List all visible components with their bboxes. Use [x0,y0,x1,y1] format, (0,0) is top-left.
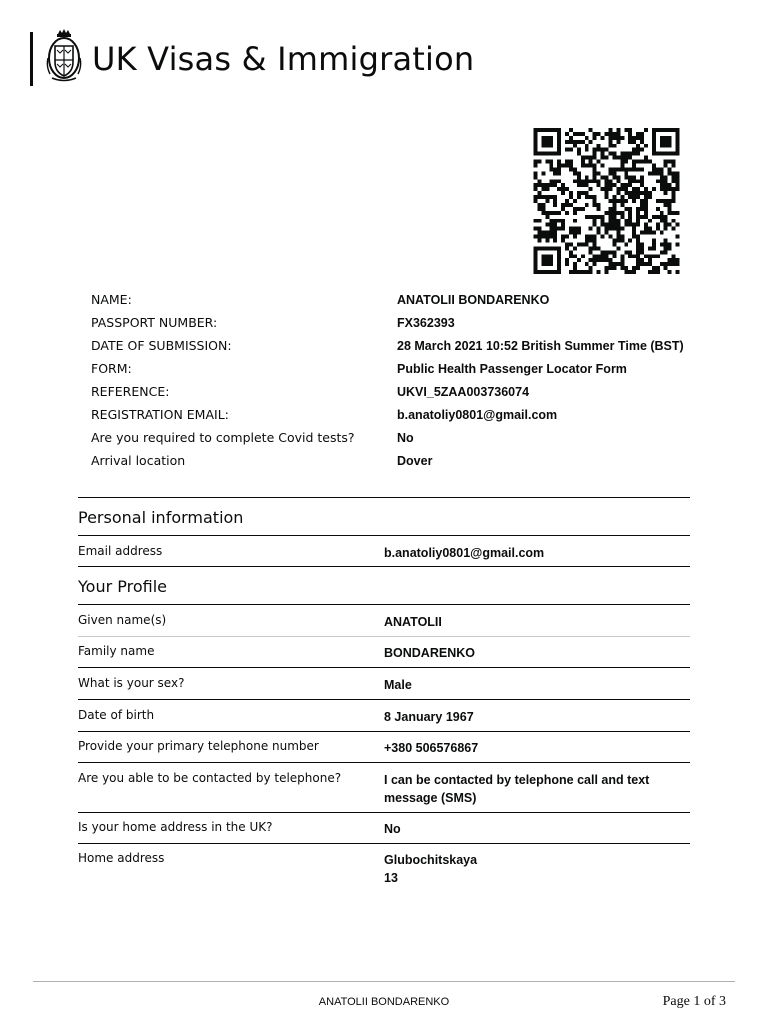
section-divider [78,566,690,567]
field-value: +380 506576867 [384,741,479,755]
field-value: I can be contacted by telephone call and text message (SMS) [384,773,650,805]
summary-value: 28 March 2021 10:52 British Summer Time (BST) [397,338,684,353]
field-value: 8 January 1967 [384,710,474,724]
field-value [384,851,684,887]
summary-label: PASSPORT NUMBER: [91,315,218,330]
summary-value: UKVI_5ZAA003736074 [397,384,530,399]
field-value: ANATOLII [384,615,442,629]
summary-label: REGISTRATION EMAIL: [91,407,229,422]
summary-value: Public Health Passenger Locator Form [397,361,627,376]
row-divider [78,667,690,668]
field-label: Is your home address in the UK? [78,820,273,834]
section-divider [78,535,690,536]
row-divider [78,699,690,700]
summary-row-covid-tests [91,426,711,449]
field-label: Given name(s) [78,613,167,627]
section-heading-profile: Your Profile [78,577,167,596]
summary-label: DATE OF SUBMISSION: [91,338,232,353]
qr-code-icon [529,128,684,274]
summary-value: ANATOLII BONDARENKO [397,292,550,307]
summary-row-form [91,357,711,380]
summary-row-reference [91,380,711,403]
field-value: BONDARENKO [384,646,475,660]
address-line-2: 13 [384,871,398,885]
row-divider [78,731,690,732]
field-label: What is your sex? [78,676,185,690]
summary-label: Are you required to complete Covid tests? [91,430,355,445]
row-divider [78,636,690,637]
footer-name: ANATOLII BONDARENKO [318,996,450,1008]
section-divider [78,497,690,498]
address-line-1: Glubochitskaya [384,853,478,867]
footer-divider [33,981,735,982]
royal-crest-icon [46,28,82,84]
field-label: Date of birth [78,708,155,722]
section-heading-personal: Personal information [78,508,244,527]
summary-label: FORM: [91,361,132,376]
section-divider [78,604,690,605]
field-label: Home address [78,851,165,865]
summary-row-passport [91,311,711,334]
field-label: Family name [78,644,155,658]
summary-value: FX362393 [397,315,455,330]
page-number: Page 1 of 3 [662,994,726,1009]
summary-block [91,288,711,472]
field-value: b.anatoliy0801@gmail.com [384,546,545,560]
field-value: Male [384,678,412,692]
summary-label: NAME: [91,292,132,307]
summary-row-submission-date [91,334,711,357]
row-divider [78,812,690,813]
field-label: Email address [78,544,163,558]
summary-value: No [397,430,414,445]
summary-row-registration-email [91,403,711,426]
field-label: Provide your primary telephone number [78,739,319,753]
field-label: Are you able to be contacted by telephone? [78,771,342,785]
summary-value: Dover [397,453,433,468]
summary-row-name [91,288,711,311]
brand-title: UK Visas & Immigration [92,40,475,78]
summary-label: Arrival location [91,453,186,468]
row-divider [78,762,690,763]
summary-label: REFERENCE: [91,384,170,399]
field-value: No [384,822,401,836]
header-divider [30,32,33,86]
summary-value: b.anatoliy0801@gmail.com [397,407,558,422]
summary-row-arrival-location [91,449,711,472]
row-divider [78,843,690,844]
